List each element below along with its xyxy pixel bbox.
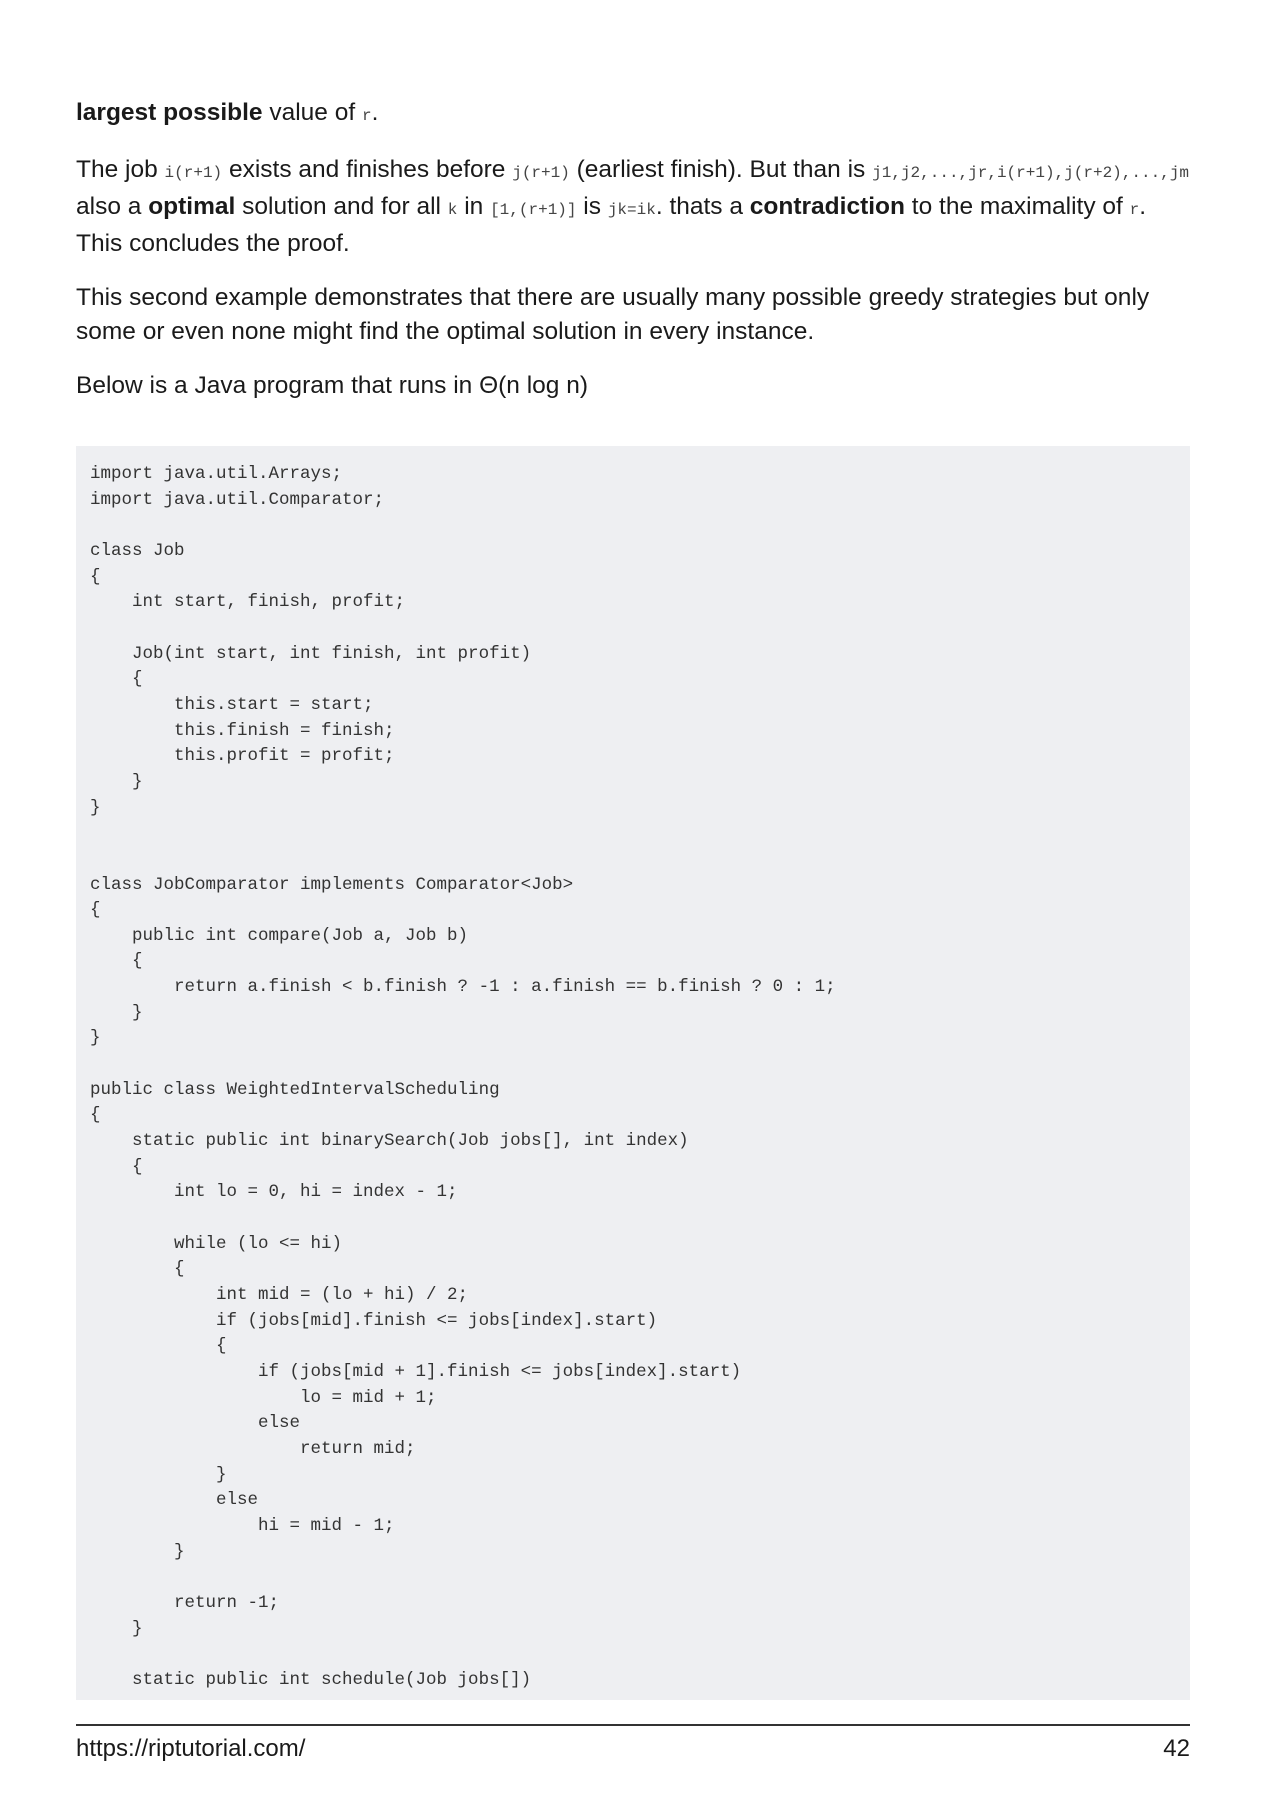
inline-code: j(r+1) [512, 164, 570, 182]
page-number: 42 [1163, 1735, 1190, 1762]
code-block [76, 446, 1190, 1700]
java-code: import java.util.Arrays; import java.util.Comparator; class Job { int start, finish, profit; Job(int start, int finish, int profit) { this.start = start; this.finish = finish; this.profit = profit; } } class JobComparator implements Comparator<Job> { public int compare(Job a, Job b) { return a.finish < b.finish ? -1 : a.finish == b.finish ? 0 : 1; } } public class WeightedIntervalScheduling { static public int binarySearch(Job jobs[], int index) { int lo = 0, hi = index - 1; while (lo <= hi) { int mid = (lo + hi) / 2; if (jobs[mid].finish <= jobs[index].start) { if (jobs[mid + 1].finish <= jobs[index].start) lo = mid + 1; else return mid; } else hi = mid - 1; } return -1; } static public int schedule(Job jobs[]) [90, 464, 836, 1690]
inline-code: jk=ik [607, 201, 656, 219]
footer-divider [76, 1724, 1190, 1726]
paragraph-greedy-strategies: This second example demonstrates that there are usually many possible greedy strategies but only some or even none might find the optimal solution in every instance. [76, 284, 1150, 345]
paragraph-proof: The job i(r+1) exists and finishes before j(r+1) (earliest finish). But than is j1,j2,...,jr,i(r+1),j(r+2),...,jm also a optimal solution and for all k in [1,(r+1)] is jk=ik. thats a contradiction to the maximality of r. This concludes the proof. [76, 156, 1189, 257]
inline-code-r: r [361, 107, 372, 125]
paragraph-java-intro: Below is a Java program that runs in Θ(n log n) [76, 372, 589, 399]
inline-code: r [1129, 201, 1140, 219]
inline-code: [1,(r+1)] [490, 201, 577, 219]
paragraph-proof-intro: largest possible value of r. [76, 99, 379, 126]
inline-code: k [447, 201, 458, 219]
inline-code: j1,j2,...,jr,i(r+1),j(r+2),...,jm [872, 164, 1189, 182]
bold-largest-possible: largest possible [76, 99, 263, 126]
page-content [76, 96, 1196, 423]
inline-code: i(r+1) [164, 164, 223, 182]
footer-url: https://riptutorial.com/ [76, 1735, 306, 1762]
bold-contradiction: contradiction [749, 193, 905, 220]
bold-optimal: optimal [148, 193, 236, 220]
